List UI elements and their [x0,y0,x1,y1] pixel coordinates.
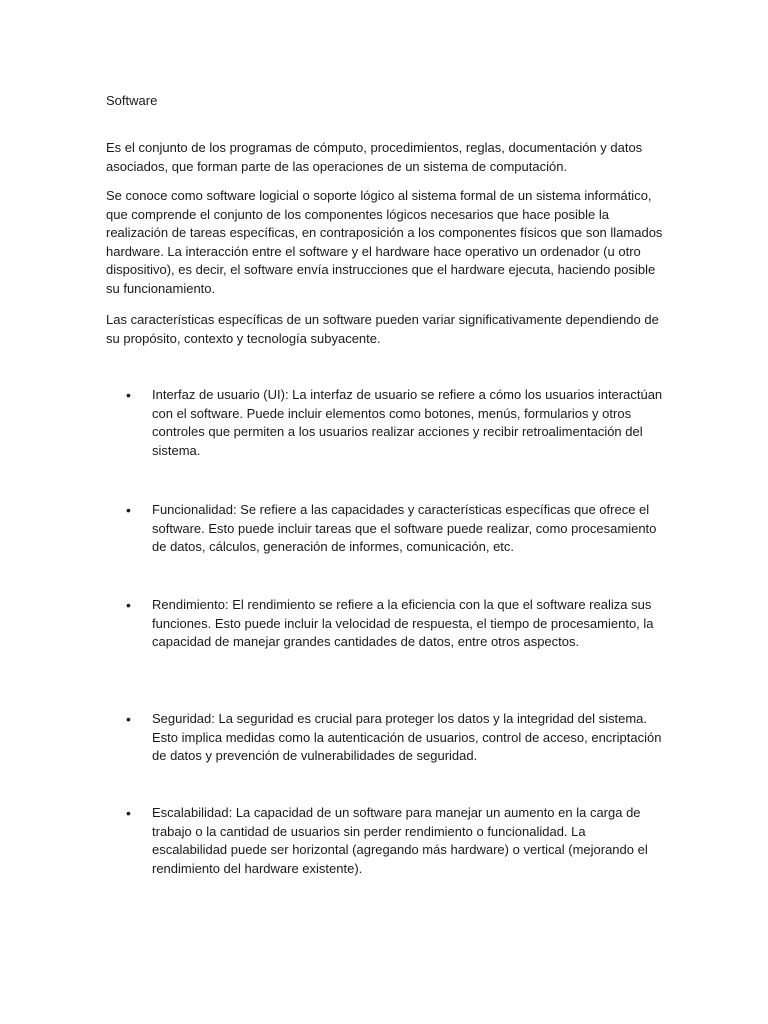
bullet-text-ui: Interfaz de usuario (UI): La interfaz de usuario se refiere a cómo los usuarios interactúan con el software. Puede incluir elementos como botones, menús, formularios y otros controles que permiten a los usuarios realizar acciones y recibir retroalimentación del sistema. [152,387,663,458]
bullet-icon: • [126,711,131,727]
bullet-icon: • [126,805,131,821]
bullet-icon: • [126,502,131,518]
paragraph-logical-support: Se conoce como software logicial o soporte lógico al sistema formal de un sistema informático, que comprende el conjunto de los componentes lógicos necesarios que hace posible la realización de tareas específicas, en contraposición a los componentes físicos que son llamados hardware. La interacción entre el software y el hardware hace operativo un ordenador (u otro dispositivo), es decir, el software envía instrucciones que el hardware ejecuta, haciendo posible su funcionamiento. [106,188,663,296]
bullet-text-security: Seguridad: La seguridad es crucial para proteger los datos y la integridad del sistema. Esto implica medidas como la autenticación de usuarios, control de acceso, encriptación de datos y prevención de vulnerabilidades de seguridad. [152,711,662,764]
bullet-text-functionality: Funcionalidad: Se refiere a las capacidades y características específicas que ofrece el software. Esto puede incluir tareas que el software puede realizar, como procesamiento de datos, cálculos, generación de informes, comunicación, etc. [152,502,657,555]
bullet-text-scalability: Escalabilidad: La capacidad de un software para manejar un aumento en la carga de trabajo o la cantidad de usuarios sin perder rendimiento o funcionalidad. La escalabilidad puede ser horizontal (agregando más hardware) o vertical (mejorando el rendimiento del hardware existente). [152,805,648,876]
bullet-icon: • [126,387,131,403]
paragraph-characteristics: Las características específicas de un software pueden variar significativamente dependiendo de su propósito, contexto y tecnología subyacente. [106,312,659,346]
paragraph-definition: Es el conjunto de los programas de cómputo, procedimientos, reglas, documentación y datos asociados, que forman parte de las operaciones de un sistema de computación. [106,140,643,174]
bullet-text-performance: Rendimiento: El rendimiento se refiere a la eficiencia con la que el software realiza sus funciones. Esto puede incluir la velocidad de respuesta, el tiempo de procesamiento, la capacidad de manejar grandes cantidades de datos, entre otros aspectos. [152,597,654,650]
document-title: Software [106,93,158,108]
bullet-icon: • [126,597,131,613]
